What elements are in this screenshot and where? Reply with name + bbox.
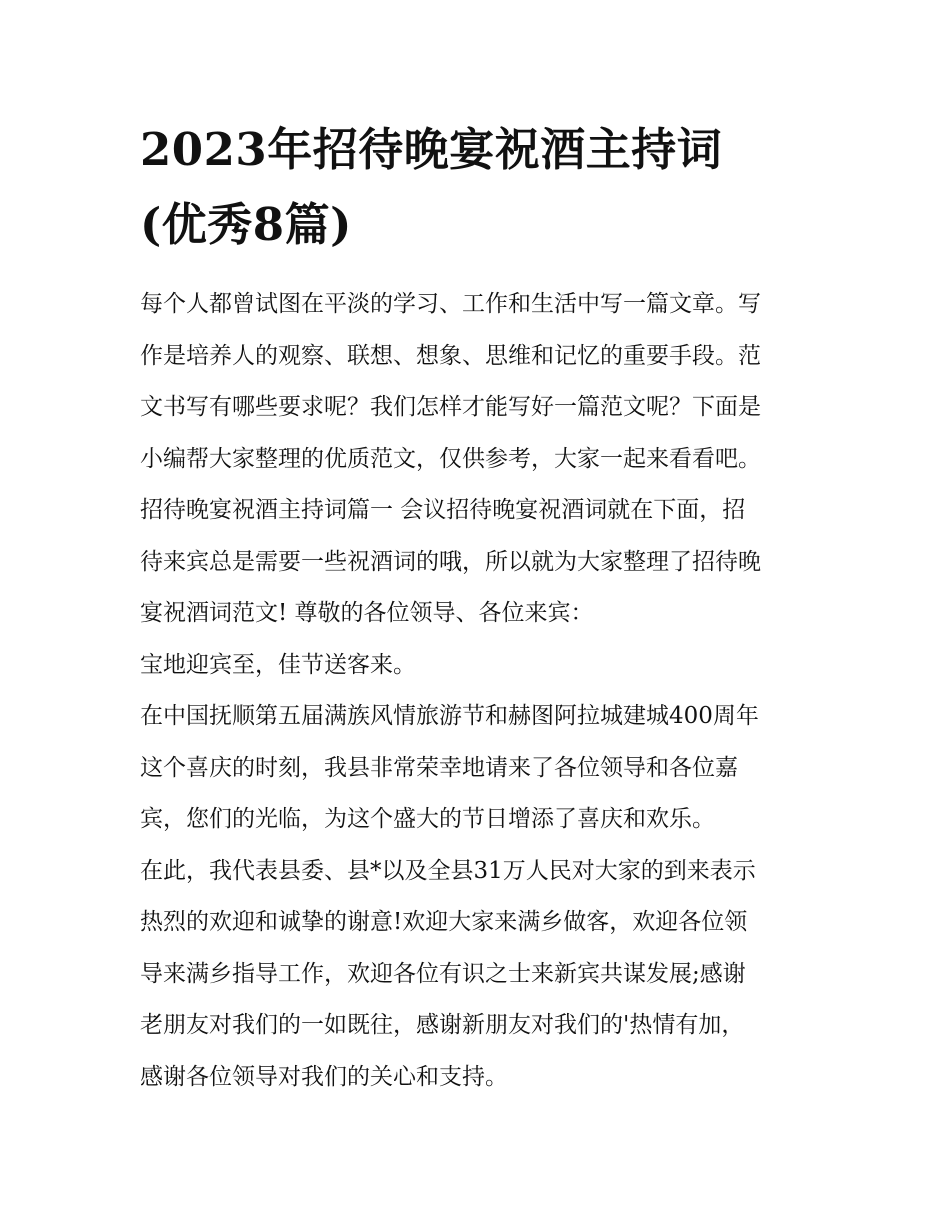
body-line: 待来宾总是需要一些祝酒词的哦，所以就为大家整理了招待晚: [140, 548, 761, 575]
document-title: [140, 112, 820, 262]
body-line: 宴祝酒词范文! 尊敬的各位领导、各位来宾：: [140, 600, 594, 626]
title-line: 2023年招待晚宴祝酒主持词: [140, 123, 723, 176]
body-line: 感谢各位领导对我们的关心和支持。: [140, 1063, 508, 1090]
title-line: (优秀8篇): [140, 198, 352, 251]
body-line: 这个喜庆的时刻，我县非常荣幸地请来了各位领导和各位嘉: [140, 754, 738, 781]
body-line: 在中国抚顺第五届满族风情旅游节和赫图阿拉城建城400周年: [140, 703, 759, 729]
body-line: 宝地迎宾至，佳节送客来。: [140, 651, 416, 678]
body-line: 导来满乡指导工作，欢迎各位有识之士来新宾共谋发展;感谢: [140, 960, 746, 987]
body-line: 文书写有哪些要求呢？我们怎样才能写好一篇范文呢？下面是: [140, 394, 761, 420]
body-line: 在此，我代表县委、县*以及全县31万人民对大家的到来表示: [140, 857, 756, 884]
body-line: 热烈的欢迎和诚挚的谢意!欢迎大家来满乡做客，欢迎各位领: [140, 909, 748, 935]
body-line: 招待晚宴祝酒主持词篇一 会议招待晚宴祝酒词就在下面，招: [140, 497, 746, 523]
body-line: 作是培养人的观察、联想、想象、思维和记忆的重要手段。范: [140, 342, 761, 369]
body-line: 宾，您们的光临，为这个盛大的节日增添了喜庆和欢乐。: [140, 806, 715, 832]
body-line: 老朋友对我们的一如既往，感谢新朋友对我们的'热情有加，: [140, 1012, 745, 1038]
document-body: [140, 279, 820, 1103]
body-line: 每个人都曾试图在平淡的学习、工作和生活中写一篇文章。写: [140, 291, 761, 317]
body-line: 小编帮大家整理的优质范文，仅供参考，大家一起来看看吧。: [140, 445, 761, 472]
